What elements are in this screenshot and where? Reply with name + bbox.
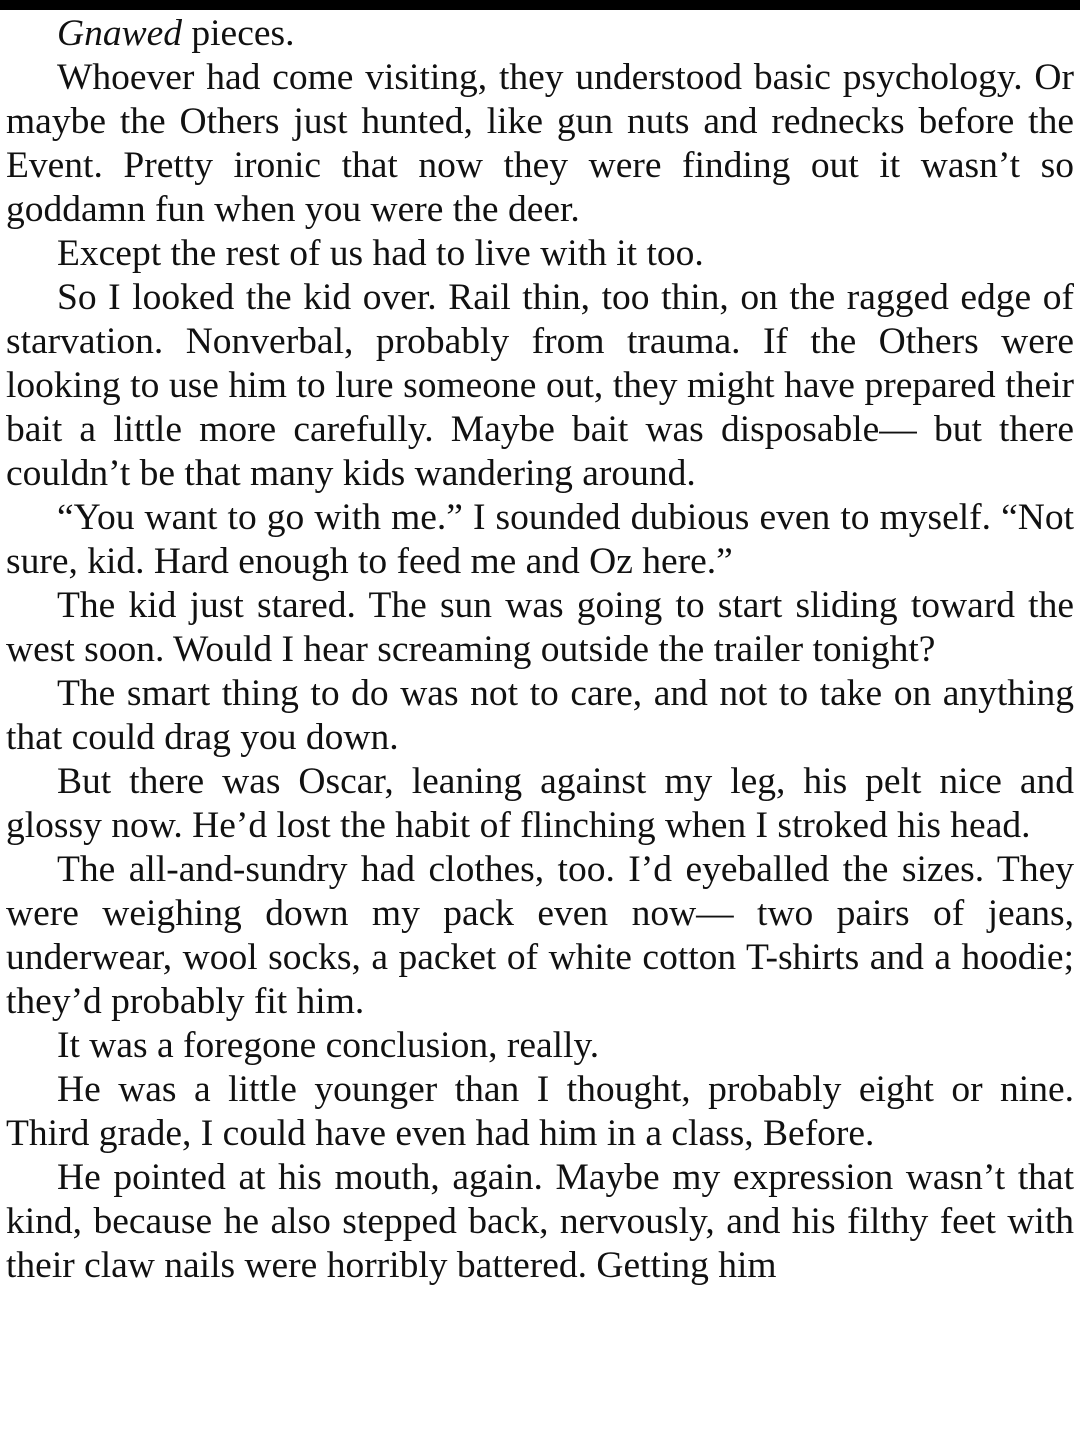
paragraph: Whoever had come visiting, they understood basic psychology. Or maybe the Others just hunted, like gun nuts and rednecks before the Event. Pretty ironic that now they were finding out it wasn’t so goddamn fun when you were the deer.: [6, 57, 1074, 230]
paragraph: The smart thing to do was not to care, and not to take on anything that could drag you down.: [6, 673, 1074, 758]
paragraph: “You want to go with me.” I sounded dubious even to myself. “Not sure, kid. Hard enough to feed me and Oz here.”: [6, 497, 1074, 582]
paragraph: So I looked the kid over. Rail thin, too thin, on the ragged edge of starvation. Nonverbal, probably from trauma. If the Others were looking to use him to lure someone out, they might have prepared their bait a little more carefully. Maybe bait was disposable— but there couldn’t be that many kids wandering around.: [6, 277, 1074, 494]
paragraph: He was a little younger than I thought, probably eight or nine. Third grade, I could have even had him in a class, Before.: [6, 1069, 1074, 1154]
paragraph: Gnawed pieces.: [57, 13, 295, 54]
paragraph: The kid just stared. The sun was going to start sliding toward the west soon. Would I hear screaming outside the trailer tonight?: [6, 585, 1074, 670]
top-status-bar: [0, 0, 1080, 10]
paragraph: Except the rest of us had to live with it too.: [57, 233, 704, 274]
paragraph: But there was Oscar, leaning against my leg, his pelt nice and glossy now. He’d lost the habit of flinching when I stroked his head.: [6, 761, 1074, 846]
reader-page: [6, 12, 1074, 1288]
italic-word: Gnawed: [57, 13, 182, 54]
paragraph: The all-and-sundry had clothes, too. I’d eyeballed the sizes. They were weighing down my pack even now— two pairs of jeans, underwear, wool socks, a packet of white cotton T-shirts and a hoodie; they’d probably fit him.: [6, 849, 1074, 1022]
paragraph: It was a foregone conclusion, really.: [57, 1025, 600, 1066]
paragraph: He pointed at his mouth, again. Maybe my expression wasn’t that kind, because he also stepped back, nervously, and his filthy feet with their claw nails were horribly battered. Getting him: [6, 1157, 1074, 1286]
